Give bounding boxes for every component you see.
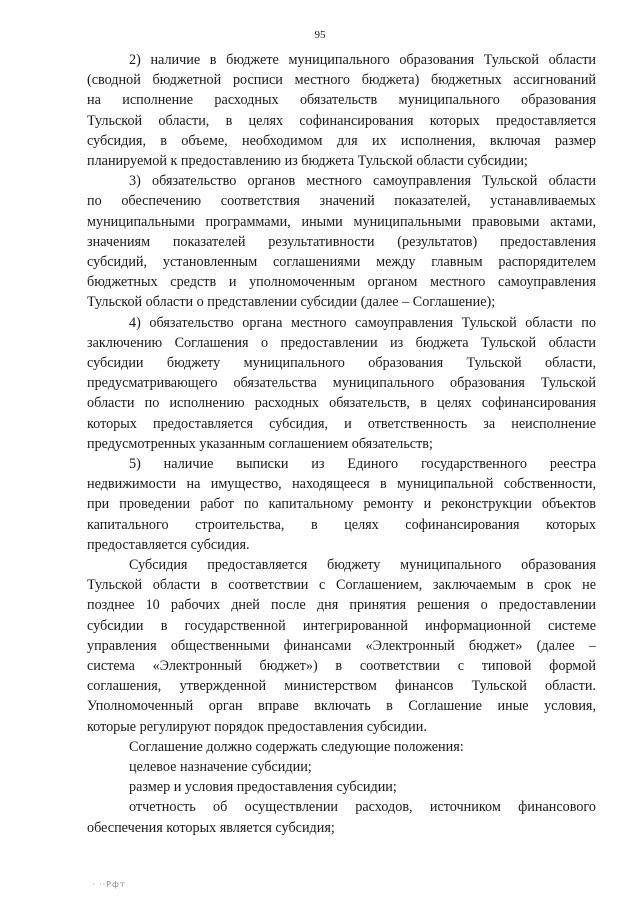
text-line: 4) обязательство органа местного самоуправления Тульской области по <box>129 314 596 331</box>
text-line: система «Электронный бюджет») в соответствии с типовой формой <box>87 658 596 674</box>
text-line: при проведении работ по капитальному ремонту и реконструкции объектов <box>87 496 596 513</box>
text-line: предусмотренных указанным соглашением обязательств; <box>87 435 433 452</box>
text-line: Тульской области в соответствии с Соглашением, заключаемым в срок не <box>87 577 596 594</box>
text-line: обеспечения которых является субсидия; <box>87 819 335 836</box>
text-line: недвижимости на имущество, находящееся в муниципальной собственности, <box>87 476 596 493</box>
text-line: предусматривающего обязательства муниципального образования Тульской <box>87 375 596 392</box>
text-line: на исполнение расходных обязательств муниципального образования <box>87 92 596 109</box>
text-line: субсидии в государственной интегрированной информационной системе <box>87 617 596 634</box>
text-line: 3) обязательство органов местного самоуправления Тульской области <box>129 173 596 190</box>
text-line: планируемой к предоставлению из бюджета Тульской области субсидии; <box>87 153 528 169</box>
text-line: муниципальными программами, иными муниципальными правовыми актами, <box>87 213 596 230</box>
text-line: Соглашение должно содержать следующие положения: <box>129 738 464 755</box>
text-line: субсидий, установленным соглашениями между главным распорядителем <box>87 254 596 270</box>
text-line: которые регулируют порядок предоставления субсидии. <box>87 718 427 735</box>
text-line: целевое назначение субсидии; <box>129 759 312 775</box>
text-line: Субсидия предоставляется бюджету муниципального образования <box>129 557 596 573</box>
text-line: 2) наличие в бюджете муниципального образования Тульской области <box>129 52 596 68</box>
scan-mark: · ··Рфт <box>92 880 126 889</box>
text-line: управления общественными финансами «Электронный бюджет» (далее – <box>87 637 596 654</box>
text-line: капитального строительства, в целях софинансирования которых <box>87 516 596 533</box>
text-line: по обеспечению соответствия значений показателей, устанавливаемых <box>87 193 596 210</box>
text-line: области по исполнению расходных обязательств, в целях софинансирования <box>87 395 596 412</box>
text-line: субсидии бюджету муниципального образования Тульской области, <box>87 355 596 371</box>
text-line: предоставляется субсидия. <box>87 536 250 553</box>
text-line: размер и условия предоставления субсидии; <box>129 779 397 796</box>
text-line: которых предоставляется субсидия, и ответственность за неисполнение <box>87 415 596 432</box>
text-line: значениям показателей результативности (результатов) предоставления <box>87 233 596 250</box>
text-line: субсидия, в объеме, необходимом для их исполнения, включая размер <box>87 132 596 149</box>
text-line: 5) наличие выписки из Единого государственного реестра <box>129 456 596 472</box>
text-line: Уполномоченный орган вправе включать в Соглашение иные условия, <box>87 698 596 715</box>
text-line: (сводной бюджетной росписи местного бюджета) бюджетных ассигнований <box>87 72 596 89</box>
text-line: бюджетных средств и уполномоченным органом местного самоуправления <box>87 274 596 291</box>
text-line: соглашения, утвержденной министерством финансов Тульской области. <box>87 678 596 695</box>
text-line: Тульской области о представлении субсидии (далее – Соглашение); <box>87 294 496 311</box>
page-number: 95 <box>314 29 326 41</box>
text-line: позднее 10 рабочих дней после дня принятия решения о предоставлении <box>87 597 596 614</box>
text-line: заключению Соглашения о предоставлении из бюджета Тульской области <box>87 334 596 351</box>
text-line: Тульской области, в целях софинансирования которых предоставляется <box>87 112 596 129</box>
text-line: отчетность об осуществлении расходов, источником финансового <box>129 799 596 816</box>
